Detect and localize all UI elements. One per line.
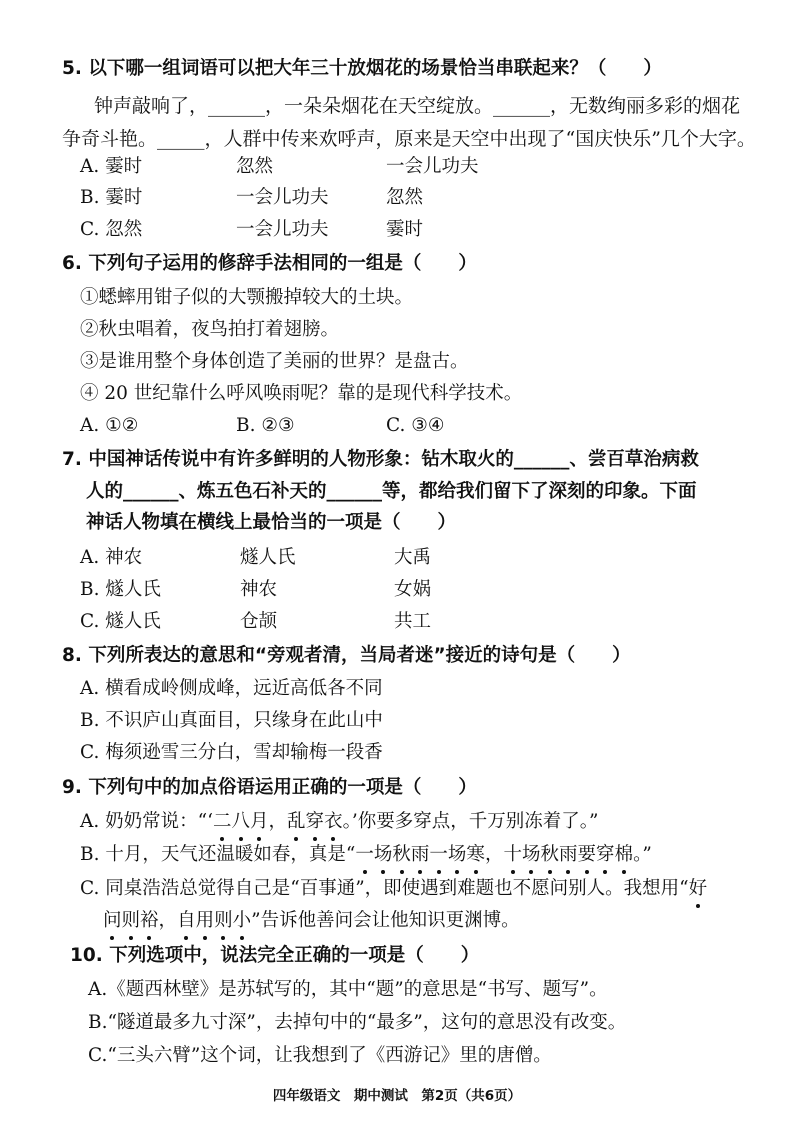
q6-stem: 6. 下列句子运用的修辞手法相同的一组是（ ） bbox=[62, 253, 477, 274]
q5-option-b-2: 一会儿功夫 bbox=[236, 187, 329, 208]
q8-option-a: A. 横看成岭侧成峰，远近高低各不同 bbox=[80, 678, 383, 699]
q7-option-c-3: 共工 bbox=[394, 611, 432, 632]
q9-option-a bbox=[80, 810, 598, 834]
q7-option-b-2: 神农 bbox=[240, 579, 278, 600]
q9-option-b bbox=[80, 843, 652, 867]
q9-c-suffix: ”告诉他善问会让他知识更渊博。 bbox=[251, 910, 520, 931]
q5-stem: 5. 以下哪一组词语可以把大年三十放烟花的场景恰当串联起来？（ ） bbox=[62, 58, 662, 79]
q5-option-b-1: B. 霎时 bbox=[80, 187, 143, 208]
q7-option-b-1: B. 燧人氏 bbox=[80, 579, 161, 600]
q8-option-c: C. 梅须逊雪三分白，雪却输梅一段香 bbox=[80, 742, 383, 763]
q6-item-3: ③是谁用整个身体创造了美丽的世界？是盘古。 bbox=[80, 351, 469, 372]
q5-option-b-3: 忽然 bbox=[386, 187, 424, 208]
q9-a-suffix: 。’你要多穿点，千万别冻着了。” bbox=[342, 811, 599, 832]
q7-option-c-1: C. 燧人氏 bbox=[80, 611, 161, 632]
q9-option-c-line-1 bbox=[80, 877, 707, 901]
q8-option-b: B. 不识庐山真面目，只缘身在此山中 bbox=[80, 710, 383, 731]
q5-option-c-1: C. 忽然 bbox=[80, 219, 143, 240]
q10-option-b: B.“隧道最多九寸深”，去掉句中的“最多”，这句的意思没有改变。 bbox=[88, 1012, 627, 1033]
q5-option-a-3: 一会儿功夫 bbox=[386, 156, 479, 177]
q9-b-prefix: B. 十月，天气还温暖如春，真是“ bbox=[80, 844, 356, 865]
q9-b-dotted-proverb: 一场秋雨一场寒，十场秋雨要穿棉 bbox=[355, 844, 634, 865]
q7-stem-line-3: 神话人物填在横线上最恰当的一项是（ ） bbox=[86, 512, 457, 533]
q9-a-dotted-proverb: 二八月，乱穿衣 bbox=[212, 811, 343, 832]
q5-option-c-3: 霎时 bbox=[386, 219, 424, 240]
q7-option-b-3: 女娲 bbox=[394, 579, 432, 600]
q9-c-dotted-proverb-end: 问则裕，自用则小 bbox=[103, 910, 252, 931]
q7-option-a-2: 燧人氏 bbox=[240, 547, 296, 568]
q9-option-c-line-2 bbox=[103, 909, 520, 933]
q7-stem-line-2: 人的______、炼五色石补天的______等，都给我们留下了深刻的印象。下面 bbox=[86, 481, 697, 502]
q6-item-2: ②秋虫唱着，夜鸟拍打着翅膀。 bbox=[80, 319, 340, 340]
q9-a-prefix: A. 奶奶常说：“‘ bbox=[80, 811, 213, 832]
q9-b-suffix: 。” bbox=[633, 844, 652, 865]
q7-option-c-2: 仓颉 bbox=[240, 611, 278, 632]
page-footer: 四年级语文 期中测试 第2页（共6页） bbox=[272, 1088, 522, 1104]
q6-item-1: ①蟋蟀用钳子似的大颚搬掉较大的土块。 bbox=[80, 287, 414, 308]
q5-option-a-2: 忽然 bbox=[236, 156, 274, 177]
q5-option-a-1: A. 霎时 bbox=[80, 156, 143, 177]
q7-option-a-3: 大禹 bbox=[394, 547, 432, 568]
q10-option-c: C.“三头六臂”这个词，让我想到了《西游记》里的唐僧。 bbox=[88, 1045, 552, 1066]
q10-stem: 10. 下列选项中，说法完全正确的一项是（ ） bbox=[70, 945, 480, 966]
q5-passage-line-2: 争奇斗艳。_____，人群中传来欢呼声，原来是天空中出现了“国庆快乐”几个大字。 bbox=[62, 128, 756, 150]
q5-passage-line-1: 钟声敲响了，______，一朵朵烟花在天空绽放。______，无数绚丽多彩的烟花 bbox=[94, 95, 741, 117]
q9-stem: 9. 下列句中的加点俗语运用正确的一项是（ ） bbox=[62, 777, 477, 798]
q10-option-a: A.《题西林壁》是苏轼写的，其中“题”的意思是“书写、题写”。 bbox=[88, 979, 608, 1000]
q6-option-c: C. ③④ bbox=[386, 415, 445, 436]
q9-c-dotted-proverb-start: 好 bbox=[688, 878, 708, 899]
q6-item-4: ④ 20 世纪靠什么呼风唤雨呢？靠的是现代科学技术。 bbox=[80, 383, 523, 404]
q7-option-a-1: A. 神农 bbox=[80, 547, 143, 568]
q6-option-b: B. ②③ bbox=[236, 415, 295, 436]
q8-stem: 8. 下列所表达的意思和“旁观者清，当局者迷”接近的诗句是（ ） bbox=[62, 645, 631, 666]
q5-option-c-2: 一会儿功夫 bbox=[236, 219, 329, 240]
q7-stem-line-1: 7. 中国神话传说中有许多鲜明的人物形象：钻木取火的______、尝百草治病救 bbox=[62, 449, 699, 470]
q9-c-prefix: C. 同桌浩浩总觉得自己是“百事通”，即使遇到难题也不愿问别人。我想用“ bbox=[80, 878, 689, 899]
q6-option-a: A. ①② bbox=[80, 415, 139, 436]
